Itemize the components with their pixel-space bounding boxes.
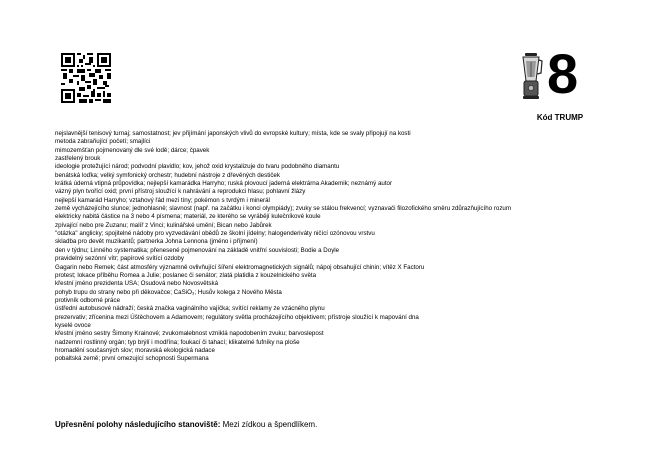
blender-icon [519,53,543,99]
clue-line: hromadění současných slov; moravská ekologická nadace [55,346,215,354]
clue-line: nejslavnější tenisový turnaj; samostatnost; jev přijímání japonských vlivů do evropské kultury; místa, kde se svaly připojují na kosti [55,130,411,137]
clue-line: vázný plyn tvořící oxid; první přístroj sloužící k nahrávání a reprodukci hlasu; pohlavní žlázy [55,188,306,196]
code-label: Kód TRUMP [536,113,584,122]
clue-line: Gagarin nebo Remek; část atmosféry významně ovlivňující šíření elektromagnetických signálů; nápoj obsahující chinin; vítěz X Factoru [55,263,425,271]
qr-code-icon [61,53,111,103]
clue-line: zpívající nebo pre Zuzanu; malíř z Vinci; kulinářské umění; Bican nebo Jabůrek [55,221,272,229]
clue-line: pravidelný sezónní vítr; papírové svítící ozdoby [55,255,184,263]
clue-line: mimozemšťan pojmenovaný dle své lodě; dárce; čpavek [55,146,210,154]
next-location-hint [55,420,317,430]
clue-line: pohyb trupu do strany nebo při děkovačce; CaSiO₃; Husův kolega z Nového Města [55,288,282,296]
clue-line: křestní jméno prezidenta USA; Osudová nebo Novosvětská [55,280,219,288]
clue-line: protest; lokace příběhu Romea a Julie; poslanec či senátor; zlatá platidla z kouzelnického světa [55,271,317,279]
clue-line: benátská loďka; velký symfonický orchestr; hudební nástroje z dřevěných destiček [55,171,280,179]
clue-line: zastřelený brouk [55,155,101,163]
clue-line: pobaltská země; první omezující schopnosti Supermana [55,355,209,363]
clue-line: kyselé ovoce [55,321,91,329]
clue-line: země vycházejícího slunce; jednohlasně; slavnost (např. na začátku i konci olympiády); zvuky se stálou frekvencí; vyznavači filozofického směru zdůrazňujícího rozum [55,205,512,213]
clue-line: nadzemní rostlinný orgán; typ brýlí i modřína; foukací či tahací; klikatelné fufníky na ploše [55,338,300,346]
clue-list [55,130,615,364]
clue-line: skladba pro devět muzikantů; partnerka Johna Lennona (jméno i příjmení) [55,238,258,246]
clue-line: "otázka" anglicky; spojitelné nádoby pro vyzvedávání obědů ze školní jídelny; halogenderiváty ničící ozónovou vrstvu [55,230,375,238]
clue-line: elektricky nabitá částice na 3 nebo 4 písmena; materiál, ze kterého se vyrábějí kulečníkové koule [55,213,321,221]
clue-line: prezervativ; zřícenina mezi Úštěchovem a Adamovem; regulátory světla procházejícího objektivem; přístroje sloužící k mapování dna [55,313,419,321]
clue-line: nejlepší kamarád Harryho; vztahový řád mezi tíny; pokémon s tvrdým i minerál [55,196,270,204]
next-location-label: Upřesnění polohy následujícího stanoviště: [55,420,221,429]
clue-line: křestní jméno sestry Šimony Krainové; zvukomalebnost vzniklá napodobením zvuku; barvoslepost [55,330,324,338]
clue-line: krátká úderná vtipná průpovídka; nejlepší kamarádka Harryho; ruská plovoucí jaderná elektrárna Akademik; neznámý autor [55,180,393,188]
clue-line: protivník odborné práce [55,296,121,304]
next-location-text: Mezi zídkou a špendlíkem. [222,420,318,429]
station-number: 8 [547,42,579,105]
clue-line: ideologie protežující národ; podvodní plavidlo; kov, jehož oxid krystalizuje do tvaru podobného diamantu [55,163,340,171]
clue-line: metoda zabraňující početí; smajlíci [55,138,151,146]
clue-line: ústřední autobusové nádraží; česká značka vaginálního vajíčka; svítící reklamy ze vzácného plynu [55,305,325,313]
clue-line: den v týdnu; Linného systematika; přenesené pojmenování na základě vnitřní souvislosti; Bodie a Doyle [55,246,340,254]
